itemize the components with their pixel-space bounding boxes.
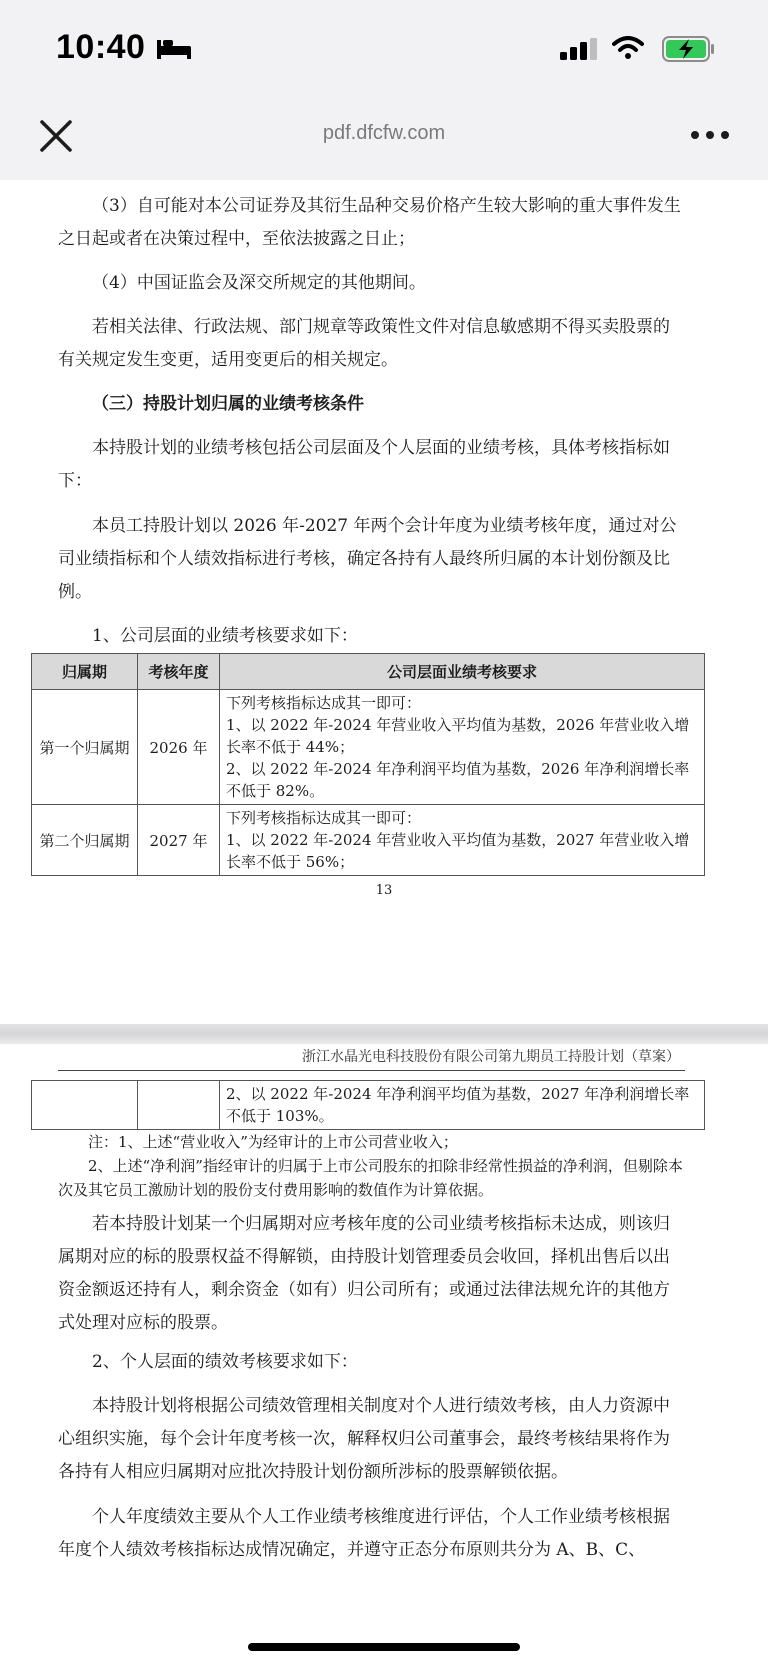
section-heading: （三）持股计划归属的业绩考核条件 xyxy=(92,394,364,414)
table-row xyxy=(32,690,705,805)
paragraph: 若本持股计划某一个归属期对应考核年度的公司业绩考核指标未达成，则该归属期对应的标的股票权益不得解锁，由持股计划管理委员会收回，择机出售后以出资金额返还持有人，剩余资金（如有）归公司所有；或通过法律法规允许的其他方式处理对应标的股票。 xyxy=(58,1214,670,1333)
paragraph: 个人年度绩效主要从个人工作业绩考核维度进行评估，个人工作业绩考核根据年度个人绩效考核指标达成情况确定，并遵守正态分布原则共分为 A、B、C、 xyxy=(58,1507,670,1560)
wifi-icon xyxy=(612,36,644,60)
paragraph: （4）中国证监会及深交所规定的其他期间。 xyxy=(92,273,426,293)
more-icon[interactable] xyxy=(690,128,730,142)
table-header: 公司层面业绩考核要求 xyxy=(220,654,705,690)
paragraph: 2、个人层面的绩效考核要求如下： xyxy=(92,1352,358,1372)
browser-header xyxy=(0,0,768,180)
table-header-row xyxy=(32,654,705,690)
table-cell: 第一个归属期 xyxy=(32,690,138,805)
table-cell xyxy=(220,690,705,805)
paragraph: （3）自可能对本公司证券及其衍生品种交易价格产生较大影响的重大事件发生之日起或者在决策过程中，至依法披露之日止； xyxy=(58,196,681,249)
battery-charging-icon xyxy=(662,36,716,62)
pdf-page-13 xyxy=(0,180,768,1024)
table-cell: 2、以 2022 年-2024 年净利润平均值为基数，2027 年净利润增长率不低于 103%。 xyxy=(220,1081,705,1130)
paragraph: 若相关法律、行政法规、部门规章等政策性文件对信息敏感期不得买卖股票的有关规定发生变更，适用变更后的相关规定。 xyxy=(58,317,670,370)
table-cell xyxy=(32,1081,138,1130)
requirement-line: 1、以 2022 年-2024 年营业收入平均值为基数，2027 年营业收入增长率不低于 56%； xyxy=(226,831,690,871)
requirement-line: 1、以 2022 年-2024 年营业收入平均值为基数，2026 年营业收入增长率不低于 44%； xyxy=(226,716,690,756)
bed-icon xyxy=(156,36,192,60)
table-note: 注：1、上述“营业收入”为经审计的上市公司营业收入； xyxy=(88,1133,458,1151)
paragraph: 本持股计划将根据公司绩效管理相关制度对个人进行绩效考核，由人力资源中心组织实施，每个会计年度考核一次，解释权归公司董事会，最终考核结果将作为各持有人相应归属期对应批次持股计划份额所涉标的股票解锁依据。 xyxy=(58,1396,670,1482)
url-display[interactable]: pdf.dfcfw.com xyxy=(322,122,446,144)
paragraph: 本持股计划的业绩考核包括公司层面及个人层面的业绩考核，具体考核指标如下： xyxy=(58,438,670,491)
table-row xyxy=(32,805,705,876)
page-number: 13 xyxy=(375,883,393,898)
table-cell: 2026 年 xyxy=(138,690,220,805)
performance-table xyxy=(31,653,705,876)
table-cell xyxy=(220,805,705,876)
requirement-line: 下列考核指标达成其一即可： xyxy=(226,694,422,712)
table-row xyxy=(32,1081,705,1130)
paragraph: 1、公司层面的业绩考核要求如下： xyxy=(92,626,358,646)
header-rule xyxy=(58,1070,685,1071)
table-header: 归属期 xyxy=(32,654,138,690)
table-header: 考核年度 xyxy=(138,654,220,690)
table-cell xyxy=(138,1081,220,1130)
paragraph: 本员工持股计划以 2026 年-2027 年两个会计年度为业绩考核年度，通过对公司业绩指标和个人绩效指标进行考核，确定各持有人最终所归属的本计划份额及比例。 xyxy=(58,516,677,602)
table-cell: 第二个归属期 xyxy=(32,805,138,876)
signal-icon xyxy=(560,38,600,60)
performance-table-continued xyxy=(31,1080,705,1130)
home-indicator[interactable] xyxy=(248,1643,520,1651)
page-separator xyxy=(0,1024,768,1044)
table-note: 2、上述“净利润”指经审计的归属于上市公司股东的扣除非经常性损益的净利润，但剔除本次及其它员工激励计划的股份支付费用影响的数值作为计算依据。 xyxy=(58,1157,683,1199)
running-header: 浙江水晶光电科技股份有限公司第九期员工持股计划（草案） xyxy=(302,1049,680,1065)
requirement-line: 下列考核指标达成其一即可： xyxy=(226,809,422,827)
table-cell: 2027 年 xyxy=(138,805,220,876)
status-time: 10:40 xyxy=(56,28,146,66)
requirement-line: 2、以 2022 年-2024 年净利润平均值为基数，2026 年净利润增长率不低于 82%。 xyxy=(226,760,690,800)
pdf-page-14 xyxy=(0,1044,768,1663)
